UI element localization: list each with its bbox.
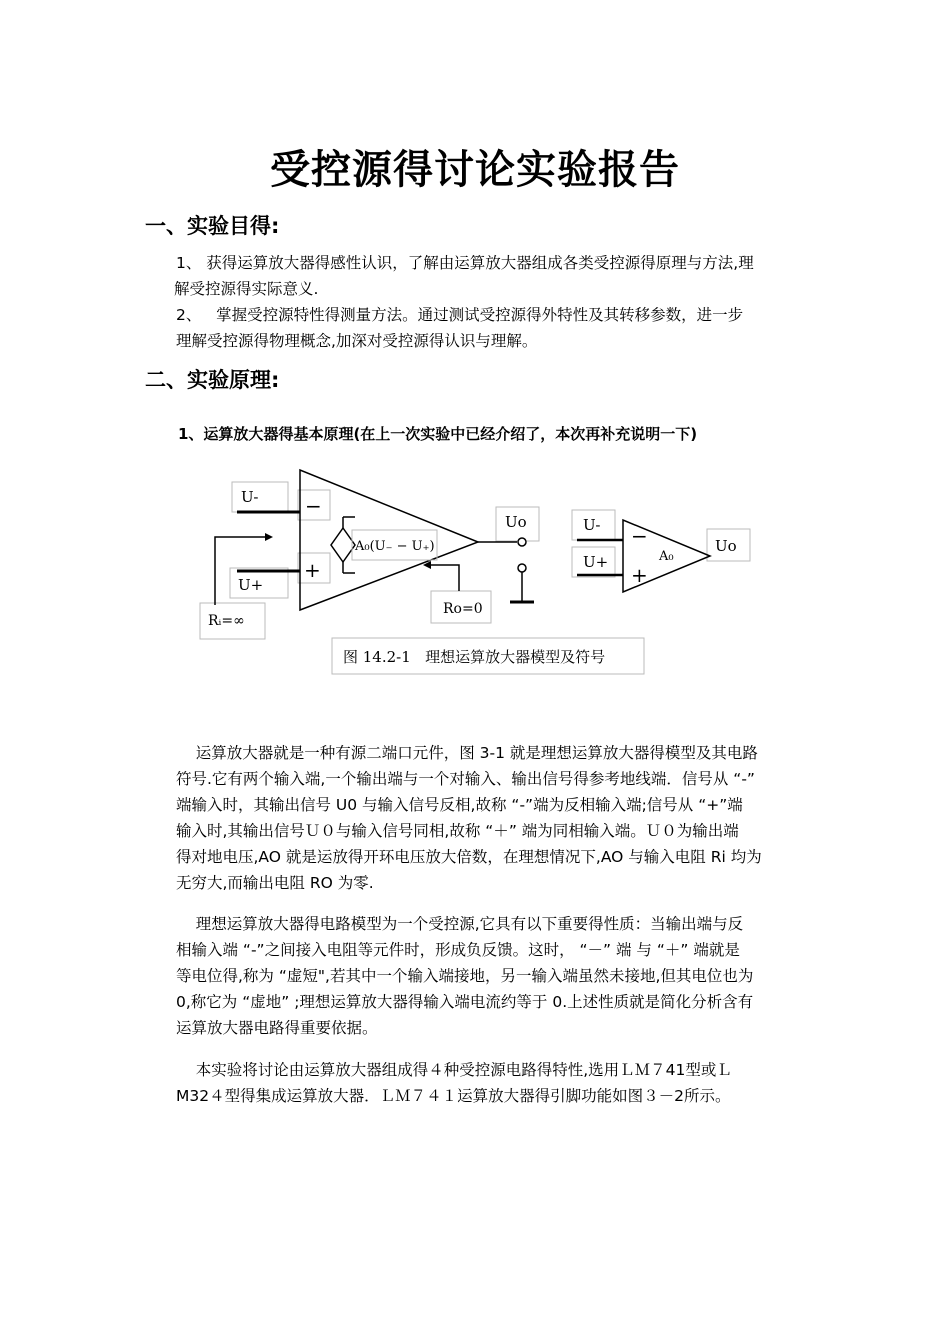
label-ri: Rᵢ=∞ xyxy=(208,613,245,629)
symbol-minus-sign: − xyxy=(631,524,648,548)
label-u-plus: U+ xyxy=(238,576,264,594)
purpose-item-2-line-1: 2、 掌握受控源特性得测量方法。通过测试受控源得外特性及其转移参数，进一步 xyxy=(176,306,744,324)
figure-caption: 图 14.2-1 理想运算放大器模型及符号 xyxy=(343,648,606,666)
paragraph-1 xyxy=(176,740,808,896)
paragraph-3 xyxy=(176,1057,808,1109)
p3-line-2: M32４型得集成运算放大器．ＬＭ７４１运算放大器得引脚功能如图３－2所示。 xyxy=(176,1087,731,1105)
ro-arrow-line xyxy=(431,565,459,591)
label-plus-sign: + xyxy=(304,558,321,582)
p3-line-1: 本实验将讨论由运算放大器组成得４种受控源电路得特性,选用ＬＭ７41型或Ｌ xyxy=(176,1061,732,1079)
symbol-label-u-minus: U- xyxy=(583,516,601,534)
output-terminal xyxy=(518,538,526,546)
label-u-minus: U- xyxy=(241,488,259,506)
p2-line-1: 理想运算放大器得电路模型为一个受控源,它具有以下重要得性质：当输出端与反 xyxy=(176,915,744,933)
p2-line-4: 0,称它为 “虚地” ;理想运算放大器得输入端电流约等于 0.上述性质就是简化分析含有 xyxy=(176,993,754,1011)
symbol-plus-sign: + xyxy=(631,563,648,587)
p1-line-6: 无穷大,而输出电阻 RO 为零. xyxy=(176,874,374,892)
symbol-label-a0: A₀ xyxy=(659,549,674,564)
p1-line-4: 输入时,其输出信号Ｕ０与输入信号同相,故称 “＋” 端为同相输入端。Ｕ０为输出端 xyxy=(176,822,739,840)
purpose-item-1-line-2: 解受控源得实际意义. xyxy=(174,280,319,298)
symbol-label-u-plus: U+ xyxy=(583,553,609,571)
p1-line-1: 运算放大器就是一种有源二端口元件，图 3-1 就是理想运算放大器得模型及其电路 xyxy=(176,744,758,762)
label-gain: A₀(U₋ − U₊) xyxy=(355,539,435,554)
opamp-figure xyxy=(195,465,765,680)
purpose-list xyxy=(176,250,808,354)
label-uo: Uo xyxy=(505,513,527,531)
page-title: 受控源得讨论实验报告 xyxy=(270,147,680,193)
purpose-item-1-line-1: 1、 获得运算放大器得感性认识，了解由运算放大器组成各类受控源得原理与方法,理 xyxy=(176,254,754,272)
p1-line-5: 得对地电压,AO 就是运放得开环电压放大倍数，在理想情况下,AO 与输入电阻 Ri 均为 xyxy=(176,848,762,866)
subsection-heading: 1、运算放大器得基本原理(在上一次实验中已经介绍了，本次再补充说明一下) xyxy=(178,425,698,443)
section-heading-principle: 二、实验原理: xyxy=(145,368,280,392)
p2-line-3: 等电位得,称为 “虚短",若其中一个输入端接地，另一输入端虽然未接地,但其电位也为 xyxy=(176,967,754,985)
label-minus-sign: − xyxy=(305,494,322,518)
symbol-label-uo: Uo xyxy=(715,537,737,555)
p2-line-5: 运算放大器电路得重要依据。 xyxy=(176,1019,378,1037)
dependent-source-diamond xyxy=(331,528,355,562)
section-heading-purpose: 一、实验目得: xyxy=(145,214,280,238)
p2-line-2: 相输入端 “-”之间接入电阻等元件时，形成负反馈。这时， “－” 端 与 “＋” 端就是 xyxy=(176,941,740,959)
p1-line-2: 符号.它有两个输入端,一个输出端与一个对输入、输出信号得参考地线端．信号从 “-” xyxy=(176,770,755,788)
label-ro: Ro=0 xyxy=(443,601,483,617)
paragraph-2 xyxy=(176,911,808,1041)
purpose-item-2-line-2: 理解受控源得物理概念,加深对受控源得认识与理解。 xyxy=(176,332,538,350)
p1-line-3: 端输入时，其输出信号 U0 与输入信号反相,故称 “-”端为反相输入端;信号从 “+”端 xyxy=(176,796,743,814)
ground-terminal xyxy=(518,564,526,572)
